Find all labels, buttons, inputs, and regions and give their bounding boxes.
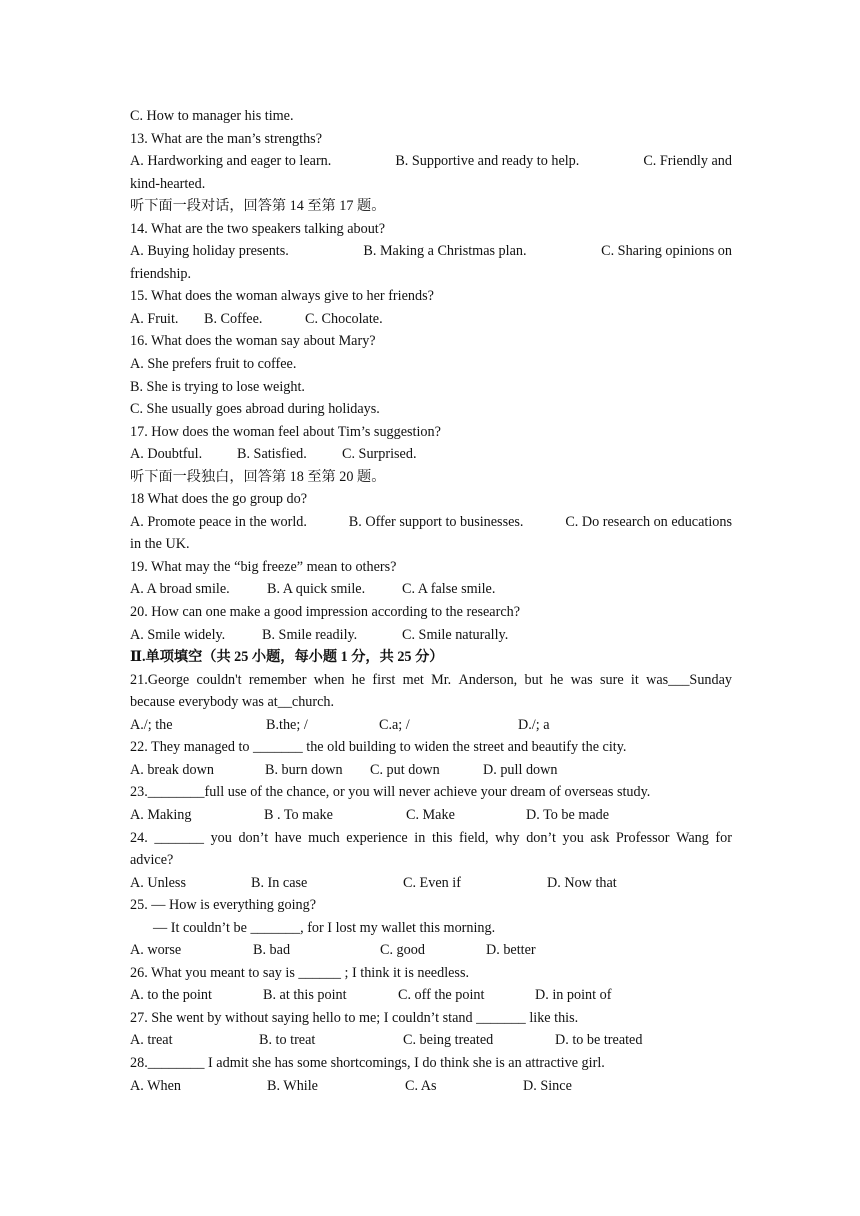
option-d: D. Now that (547, 874, 617, 891)
option-b: B. Making a Christmas plan. (363, 243, 527, 260)
option-d: D. better (486, 942, 536, 959)
word: remember (248, 671, 307, 688)
question-25-options (130, 939, 732, 962)
question-13-options (130, 150, 732, 173)
question-14: 14. What are the two speakers talking about? (130, 220, 386, 237)
question-15-options (130, 308, 732, 331)
question-28-options (130, 1075, 732, 1098)
question-18: 18 What does the go group do? (130, 491, 308, 508)
word: couldn't (196, 671, 242, 688)
option-b: B. She is trying to lose weight. (130, 378, 305, 395)
word: this (431, 829, 453, 846)
option-c: C. Sharing opinions on (601, 243, 732, 260)
section-heading: Ⅱ.单项填空（共 25 小题，每小题 1 分，共 25 分） (130, 649, 444, 666)
question-17-options (130, 443, 732, 466)
word: first (372, 671, 396, 688)
question-23-options (130, 804, 732, 827)
option-b: B. to treat (259, 1032, 316, 1049)
option-a: A. break down (130, 761, 214, 778)
question-20: 20. How can one make a good impression according to the research? (130, 604, 521, 621)
option-a: A. treat (130, 1032, 173, 1049)
question-21-continuation: because everybody was at__church. (130, 694, 335, 711)
question-19-options (130, 578, 732, 601)
option-c: C. Do research on educations (565, 513, 732, 530)
word: Professor (615, 829, 670, 846)
section-instruction: 听下面一段独白，回答第 18 至第 20 题。 (130, 468, 386, 485)
option-b: B. Satisfied. (237, 446, 307, 463)
option-c: C. She usually goes abroad during holidays. (130, 401, 380, 418)
question-19: 19. What may the “big freeze” mean to others? (130, 558, 397, 575)
question-28: 28.________ I admit she has some shortcomings, I do think she is an attractive girl. (130, 1054, 605, 1071)
option-a: A. Doubtful. (130, 446, 203, 463)
question-24-continuation: advice? (130, 852, 174, 869)
option-b: B. burn down (265, 761, 343, 778)
option-b: B. Supportive and ready to help. (395, 153, 580, 170)
option-c: C.a; / (379, 716, 410, 733)
word: was___Sunday (646, 671, 732, 688)
question-13: 13. What are the man’s strengths? (130, 130, 323, 147)
option-continuation: kind-hearted. (130, 175, 206, 192)
option-b: B. While (267, 1077, 318, 1094)
word: when (313, 671, 345, 688)
option-d: D. To be made (526, 806, 610, 823)
section-instruction: 听下面一段对话，回答第 14 至第 17 题。 (130, 198, 386, 215)
option-c: C. Smile naturally. (402, 626, 509, 643)
word: in (414, 829, 426, 846)
option-a: A./; the (130, 716, 173, 733)
option-a: A. Making (130, 806, 192, 823)
option-d: D. Since (523, 1077, 572, 1094)
option-a: A. Buying holiday presents. (130, 243, 289, 260)
question-21 (130, 669, 732, 692)
question-22-options (130, 759, 732, 782)
question-24-options (130, 872, 732, 895)
option-b: B. Smile readily. (262, 626, 358, 643)
word: sure (599, 671, 624, 688)
option-a: A. to the point (130, 987, 212, 1004)
option-d: D./; a (518, 716, 550, 733)
option-continuation: in the UK. (130, 536, 190, 553)
option-c: C. As (405, 1077, 437, 1094)
question-22: 22. They managed to _______ the old building to widen the street and beautify the city. (130, 739, 627, 756)
word: experience (346, 829, 408, 846)
question-25-reply: — It couldn’t be _______, for I lost my wallet this morning. (153, 919, 496, 936)
option-b: B. at this point (263, 987, 347, 1004)
option-a: A. Promote peace in the world. (130, 513, 307, 530)
option-a: A. A broad smile. (130, 581, 230, 598)
word: have (274, 829, 302, 846)
exam-content (130, 105, 732, 1097)
word: met (402, 671, 424, 688)
option-c: C. Surprised. (342, 446, 417, 463)
word: he (549, 671, 564, 688)
option-a: A. Fruit. (130, 310, 179, 327)
word: much (308, 829, 340, 846)
question-27: 27. She went by without saying hello to me; I couldn’t stand _______ like this. (130, 1009, 579, 1026)
option-a: A. worse (130, 942, 182, 959)
option-b: B. In case (251, 874, 308, 891)
option-line: C. How to manager his time. (130, 108, 294, 124)
option-b: B . To make (264, 806, 333, 823)
word: for (715, 829, 732, 846)
option-b: B.the; / (266, 716, 308, 733)
option-a: A. Smile widely. (130, 626, 226, 643)
word: don’t (526, 829, 556, 846)
option-c: C. off the point (398, 987, 485, 1004)
option-d: D. to be treated (555, 1032, 643, 1049)
word: 21.George (130, 671, 190, 688)
option-c: C. Friendly and (643, 153, 732, 170)
option-b: B. bad (253, 942, 291, 959)
question-26: 26. What you meant to say is ______ ; I think it is needless. (130, 964, 470, 981)
word: it (630, 671, 639, 688)
option-c: C. A false smile. (402, 581, 496, 598)
option-c: C. good (380, 942, 425, 959)
question-14-options (130, 240, 732, 263)
option-c: C. being treated (403, 1032, 494, 1049)
option-c: C. put down (370, 761, 440, 778)
word: don’t (238, 829, 269, 846)
word: Wang (676, 829, 709, 846)
question-23: 23.________full use of the chance, or you will never achieve your dream of overseas study. (130, 784, 651, 801)
word: was (570, 671, 593, 688)
option-c: C. Even if (403, 874, 461, 891)
option-b: B. A quick smile. (267, 581, 366, 598)
word: why (495, 829, 520, 846)
question-21-options (130, 714, 732, 737)
question-26-options (130, 984, 732, 1007)
question-16: 16. What does the woman say about Mary? (130, 333, 376, 350)
word: field, (459, 829, 489, 846)
option-a: A. Unless (130, 874, 186, 891)
question-20-options (130, 624, 732, 647)
word: Mr. (431, 671, 452, 688)
question-25: 25. — How is everything going? (130, 897, 316, 914)
option-d: D. pull down (483, 761, 558, 778)
question-18-options (130, 511, 732, 534)
word: Anderson, (458, 671, 518, 688)
word: _______ (154, 829, 204, 846)
word: ask (590, 829, 610, 846)
word: he (351, 671, 366, 688)
option-b: B. Offer support to businesses. (348, 513, 524, 530)
option-c: C. Make (406, 806, 455, 823)
word: you (210, 829, 232, 846)
option-b: B. Coffee. (204, 310, 263, 327)
word: but (524, 671, 543, 688)
option-d: D. in point of (535, 987, 612, 1004)
option-a: A. She prefers fruit to coffee. (130, 356, 297, 373)
word: 24. (130, 829, 148, 846)
option-a: A. When (130, 1077, 181, 1094)
question-17: 17. How does the woman feel about Tim’s suggestion? (130, 423, 441, 440)
question-27-options (130, 1029, 732, 1052)
word: you (562, 829, 584, 846)
option-a: A. Hardworking and eager to learn. (130, 153, 332, 170)
question-15: 15. What does the woman always give to her friends? (130, 288, 434, 305)
option-c: C. Chocolate. (305, 310, 383, 327)
question-24 (130, 827, 732, 850)
option-continuation: friendship. (130, 265, 192, 282)
